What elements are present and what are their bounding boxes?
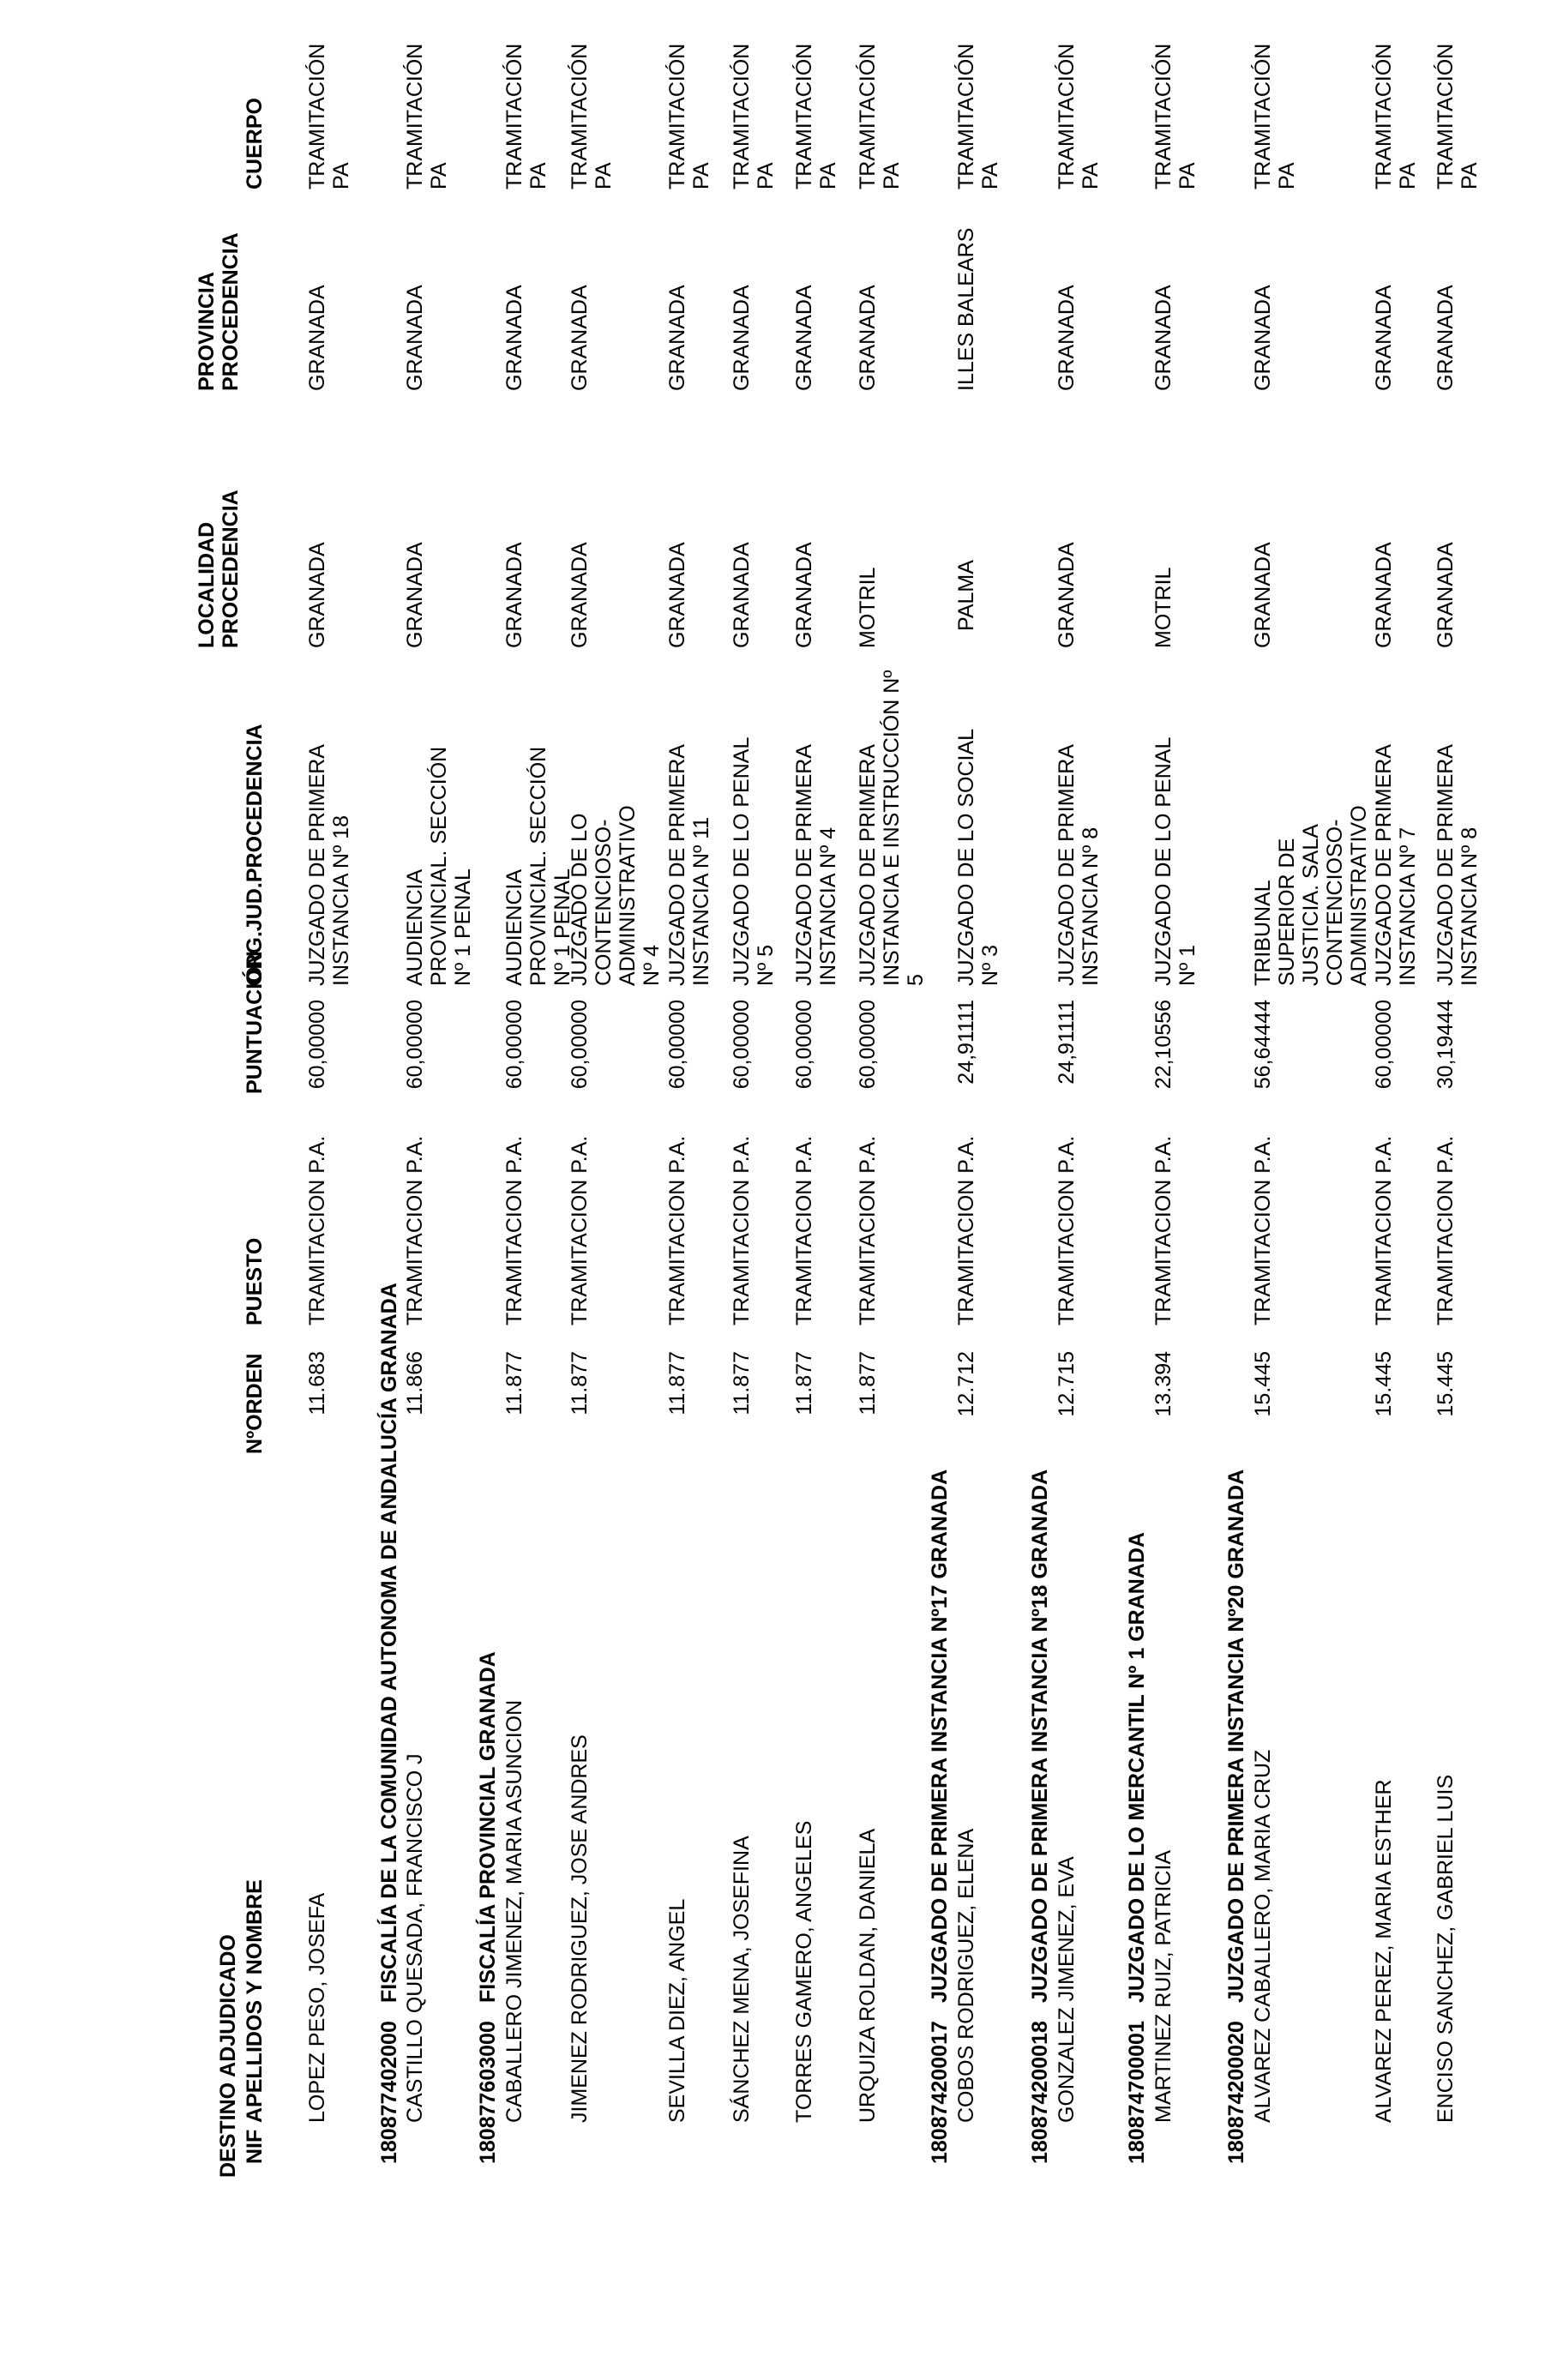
group-code: 180874200017 — [928, 2021, 952, 2164]
cuerpo-cell: TRAMITACIÓN PA — [305, 43, 353, 189]
puesto-cell: TRAMITACION P.A. — [1372, 1135, 1396, 1325]
localidad-cell: GRANADA — [665, 542, 689, 648]
orden-cell: 15.445 — [1434, 1351, 1458, 1417]
localidad-cell: GRANADA — [730, 542, 754, 648]
puntuacion-cell: 30,19444 — [1434, 1000, 1458, 1090]
name-cell: ENCISO SANCHEZ, GABRIEL LUIS — [1434, 1774, 1458, 2123]
localidad-cell: GRANADA — [1055, 542, 1079, 648]
provincia-cell: GRANADA — [1434, 285, 1458, 391]
header-name: APELLIDOS Y NOMBRE — [243, 1879, 267, 2123]
group-header — [1125, 0, 1151, 2380]
localidad-cell: GRANADA — [305, 542, 329, 648]
provincia-cell: GRANADA — [730, 285, 754, 391]
orden-cell: 13.394 — [1151, 1351, 1175, 1417]
group-header — [377, 0, 403, 2380]
name-cell: SÁNCHEZ MENA, JOSEFINA — [730, 1836, 754, 2123]
puntuacion-cell: 60,00000 — [856, 1000, 880, 1090]
orden-cell: 11.877 — [856, 1351, 880, 1415]
group-code: 180874200020 — [1224, 2021, 1248, 2164]
provincia-cell: GRANADA — [1151, 285, 1175, 391]
name-cell: SEVILLA DIEZ, ANGEL — [665, 1898, 689, 2123]
puesto-cell: TRAMITACION P.A. — [792, 1135, 816, 1325]
orden-cell: 12.712 — [954, 1351, 978, 1417]
puntuacion-cell: 22,10556 — [1151, 1000, 1175, 1090]
localidad-cell: MOTRIL — [1151, 567, 1175, 648]
orden-cell: 11.683 — [305, 1351, 329, 1415]
name-cell: ALVAREZ PEREZ, MARIA ESTHER — [1372, 1779, 1396, 2123]
org-cell: JUZGADO DE PRIMERA INSTANCIA Nº 8 — [1434, 745, 1482, 986]
header-puntuacion: PUNTUACIÓN — [243, 951, 267, 1094]
orden-cell: 11.877 — [568, 1351, 592, 1415]
org-cell: JUZGADO DE LO PENAL Nº 1 — [1151, 737, 1199, 986]
group-code: 180874200018 — [1028, 2021, 1052, 2164]
org-cell: JUZGADO DE LO PENAL Nº 5 — [730, 737, 778, 986]
puntuacion-cell: 60,00000 — [730, 1000, 754, 1090]
orden-cell: 11.877 — [792, 1351, 816, 1415]
header-org: ORG.JUD.PROCEDENCIA — [243, 724, 267, 986]
provincia-cell: GRANADA — [1055, 285, 1079, 391]
name-cell: CASTILLO QUESADA, FRANCISCO J — [403, 1753, 427, 2123]
org-cell: JUZGADO DE PRIMERA INSTANCIA Nº 4 — [792, 745, 840, 986]
org-cell: AUDIENCIA PROVINCIAL. SECCIÓN Nº 1 PENAL — [403, 746, 475, 986]
group-title: JUZGADO DE PRIMERA INSTANCIA Nº18 GRANADA — [1028, 1469, 1052, 2003]
name-cell: CABALLERO JIMENEZ, MARIA ASUNCION — [502, 1699, 526, 2123]
puesto-cell: TRAMITACION P.A. — [502, 1135, 526, 1325]
orden-cell: 15.445 — [1251, 1351, 1275, 1417]
puntuacion-cell: 60,00000 — [305, 1000, 329, 1090]
puntuacion-cell: 60,00000 — [403, 1000, 427, 1090]
localidad-cell: MOTRIL — [856, 567, 880, 648]
orden-cell: 11.877 — [502, 1351, 526, 1415]
org-cell: JUZGADO DE PRIMERA INSTANCIA E INSTRUCCIÓN Nº 5 — [856, 670, 928, 986]
name-cell: GONZALEZ JIMENEZ, EVA — [1055, 1856, 1079, 2123]
orden-cell: 15.445 — [1372, 1351, 1396, 1417]
localidad-cell: GRANADA — [792, 542, 816, 648]
group-title: FISCALÍA DE LA COMUNIDAD AUTONOMA DE ANDALUCÍA GRANADA — [377, 1283, 401, 2003]
puesto-cell: TRAMITACION P.A. — [665, 1135, 689, 1325]
puesto-cell: TRAMITACION P.A. — [568, 1135, 592, 1325]
org-cell: JUZGADO DE LO CONTENCIOSO-ADMINISTRATIVO Nº 4 — [568, 805, 664, 986]
cuerpo-cell: TRAMITACIÓN PA — [792, 43, 840, 189]
puntuacion-cell: 60,00000 — [792, 1000, 816, 1090]
group-title: JUZGADO DE LO MERCANTIL Nº 1 GRANADA — [1125, 1532, 1149, 2003]
cuerpo-cell: TRAMITACIÓN PA — [502, 43, 550, 189]
puntuacion-cell: 60,00000 — [502, 1000, 526, 1090]
org-cell: JUZGADO DE PRIMERA INSTANCIA Nº 8 — [1055, 745, 1103, 986]
orden-cell: 11.866 — [403, 1351, 427, 1415]
name-cell: LOPEZ PESO, JOSEFA — [305, 1892, 329, 2123]
puesto-cell: TRAMITACION P.A. — [1434, 1135, 1458, 1325]
org-cell: TRIBUNAL SUPERIOR DE JUSTICIA. SALA CONTENCIOSO-ADMINISTRATIVO — [1251, 805, 1371, 986]
provincia-cell: ILLES BALEARS — [954, 227, 978, 391]
provincia-cell: GRANADA — [305, 285, 329, 391]
provincia-cell: GRANADA — [568, 285, 592, 391]
localidad-cell: GRANADA — [1251, 542, 1275, 648]
puesto-cell: TRAMITACION P.A. — [1151, 1135, 1175, 1325]
header-nif: NIF — [243, 2129, 267, 2164]
header-cuerpo: CUERPO — [243, 98, 267, 189]
cuerpo-cell: TRAMITACIÓN PA — [568, 43, 616, 189]
puntuacion-cell: 56,64444 — [1251, 1000, 1275, 1090]
cuerpo-cell: TRAMITACIÓN PA — [1251, 43, 1299, 189]
provincia-cell: GRANADA — [403, 285, 427, 391]
localidad-cell: GRANADA — [403, 542, 427, 648]
group-title: JUZGADO DE PRIMERA INSTANCIA Nº17 GRANADA — [928, 1469, 952, 2003]
provincia-cell: GRANADA — [792, 285, 816, 391]
puntuacion-cell: 60,00000 — [568, 1000, 592, 1090]
cuerpo-cell: TRAMITACIÓN PA — [403, 43, 451, 189]
header-localidad: LOCALIDAD PROCEDENCIA — [195, 490, 243, 648]
org-cell: AUDIENCIA PROVINCIAL. SECCIÓN Nº 1 PENAL — [502, 746, 574, 986]
puntuacion-cell: 24,91111 — [1055, 1000, 1079, 1085]
org-cell: JUZGADO DE PRIMERA INSTANCIA Nº 7 — [1372, 745, 1420, 986]
name-cell: JIMENEZ RODRIGUEZ, JOSE ANDRES — [568, 1734, 592, 2123]
name-cell: MARTINEZ RUIZ, PATRICIA — [1151, 1849, 1175, 2123]
puesto-cell: TRAMITACION P.A. — [305, 1135, 329, 1325]
puntuacion-cell: 60,00000 — [665, 1000, 689, 1090]
puesto-cell: TRAMITACION P.A. — [403, 1135, 427, 1325]
org-cell: JUZGADO DE PRIMERA INSTANCIA Nº 11 — [665, 745, 713, 986]
puesto-cell: TRAMITACION P.A. — [730, 1135, 754, 1325]
group-header — [476, 0, 502, 2380]
provincia-cell: GRANADA — [856, 285, 880, 391]
localidad-cell: GRANADA — [502, 542, 526, 648]
localidad-cell: PALMA — [954, 560, 978, 631]
localidad-cell: GRANADA — [1372, 542, 1396, 648]
header-orden: NºORDEN — [243, 1353, 267, 1454]
name-cell: URQUIZA ROLDAN, DANIELA — [856, 1828, 880, 2123]
provincia-cell: GRANADA — [1251, 285, 1275, 391]
group-header — [1028, 0, 1054, 2380]
localidad-cell: GRANADA — [568, 542, 592, 648]
cuerpo-cell: TRAMITACIÓN PA — [1055, 43, 1103, 189]
provincia-cell: GRANADA — [665, 285, 689, 391]
document-title: DESTINO ADJUDICADO — [216, 1934, 240, 2178]
puesto-cell: TRAMITACION P.A. — [1251, 1135, 1275, 1325]
name-cell: TORRES GAMERO, ANGELES — [792, 1820, 816, 2123]
orden-cell: 11.877 — [730, 1351, 754, 1415]
puesto-cell: TRAMITACION P.A. — [1055, 1135, 1079, 1325]
orden-cell: 12.715 — [1055, 1351, 1079, 1417]
group-title: JUZGADO DE PRIMERA INSTANCIA Nº20 GRANADA — [1224, 1469, 1248, 2003]
header-provincia: PROVINCIA PROCEDENCIA — [195, 232, 243, 391]
puesto-cell: TRAMITACION P.A. — [856, 1135, 880, 1325]
group-header — [1224, 0, 1250, 2380]
provincia-cell: GRANADA — [502, 285, 526, 391]
cuerpo-cell: TRAMITACIÓN PA — [1372, 43, 1420, 189]
cuerpo-cell: TRAMITACIÓN PA — [665, 43, 713, 189]
cuerpo-cell: TRAMITACIÓN PA — [1434, 43, 1482, 189]
orden-cell: 11.877 — [665, 1351, 689, 1415]
cuerpo-cell: TRAMITACIÓN PA — [954, 43, 1002, 189]
cuerpo-cell: TRAMITACIÓN PA — [1151, 43, 1199, 189]
group-code: 180877603000 — [476, 2021, 500, 2164]
puntuacion-cell: 24,91111 — [954, 1000, 978, 1085]
cuerpo-cell: TRAMITACIÓN PA — [730, 43, 778, 189]
cuerpo-cell: TRAMITACIÓN PA — [856, 43, 904, 189]
provincia-cell: GRANADA — [1372, 285, 1396, 391]
name-cell: ALVAREZ CABALLERO, MARIA CRUZ — [1251, 1749, 1275, 2123]
group-code: 180874700001 — [1125, 2021, 1149, 2164]
name-cell: COBOS RODRIGUEZ, ELENA — [954, 1828, 978, 2123]
puntuacion-cell: 60,00000 — [1372, 1000, 1396, 1090]
puesto-cell: TRAMITACION P.A. — [954, 1135, 978, 1325]
org-cell: JUZGADO DE LO SOCIAL Nº 3 — [954, 729, 1002, 986]
group-code: 180877402000 — [377, 2021, 401, 2164]
group-header — [928, 0, 953, 2380]
localidad-cell: GRANADA — [1434, 542, 1458, 648]
group-title: FISCALÍA PROVINCIAL GRANADA — [476, 1651, 500, 2003]
header-puesto: PUESTO — [243, 1237, 267, 1325]
org-cell: JUZGADO DE PRIMERA INSTANCIA Nº 18 — [305, 745, 353, 986]
